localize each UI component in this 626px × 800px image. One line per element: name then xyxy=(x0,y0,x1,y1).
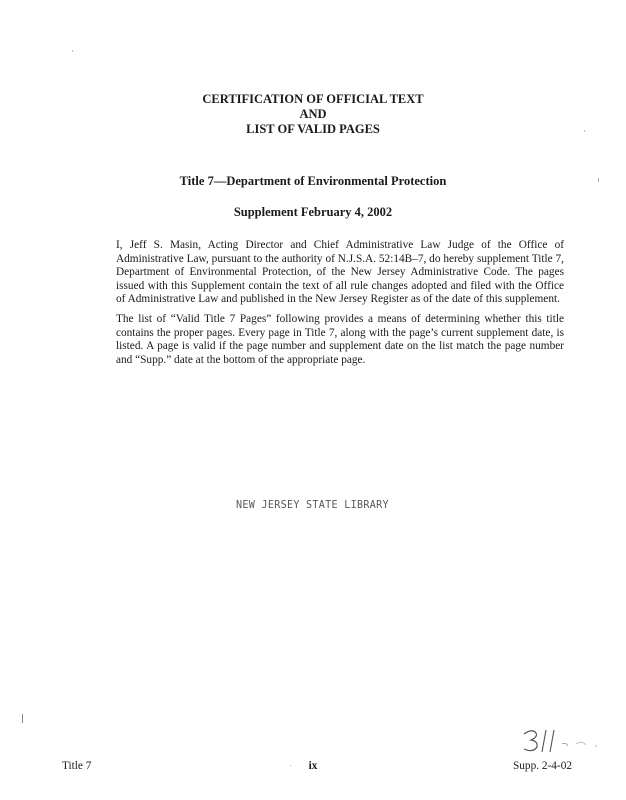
scan-speck xyxy=(584,130,585,132)
supplement-date-heading: Supplement February 4, 2002 xyxy=(233,205,393,219)
heading-line-2: AND xyxy=(299,107,327,121)
footer-page-number: ix xyxy=(308,760,318,772)
scan-speck xyxy=(290,765,291,766)
handwritten-mark xyxy=(516,722,606,756)
certification-heading xyxy=(0,92,626,137)
title-heading: Title 7—Department of Environmental Protection xyxy=(179,174,447,188)
heading-line-3: LIST OF VALID PAGES xyxy=(246,122,380,136)
footer-title: Title 7 xyxy=(62,760,92,772)
heading-line-1: CERTIFICATION OF OFFICIAL TEXT xyxy=(202,92,424,106)
scan-speck xyxy=(598,178,599,182)
scan-speck xyxy=(72,50,73,52)
scan-speck xyxy=(22,714,23,723)
library-stamp: NEW JERSEY STATE LIBRARY xyxy=(236,498,389,511)
footer-supplement-date: Supp. 2-4-02 xyxy=(513,760,572,772)
valid-pages-paragraph: The list of “Valid Title 7 Pages” following provides a means of determining whether this title contains the proper pages. Every page in Title 7, along with the page’s current supplement date, is listed. A page is valid if the page number and supplement date on the list match the page number and “Supp.” date at the bottom of the appropriate page. xyxy=(116,313,564,366)
certification-paragraph: I, Jeff S. Masin, Acting Director and Chief Administrative Law Judge of the Office of Administrative Law, pursuant to the authority of N.J.S.A. 52:14B–7, do hereby supplement Title 7, Department of Environmental Protection, of the New Jersey Administrative Code. The pages issued with this Supplement contain the text of all rule changes adopted and filed with the Office of Administrative Law and published in the New Jersey Register as of the date of this supplement. xyxy=(116,239,564,306)
